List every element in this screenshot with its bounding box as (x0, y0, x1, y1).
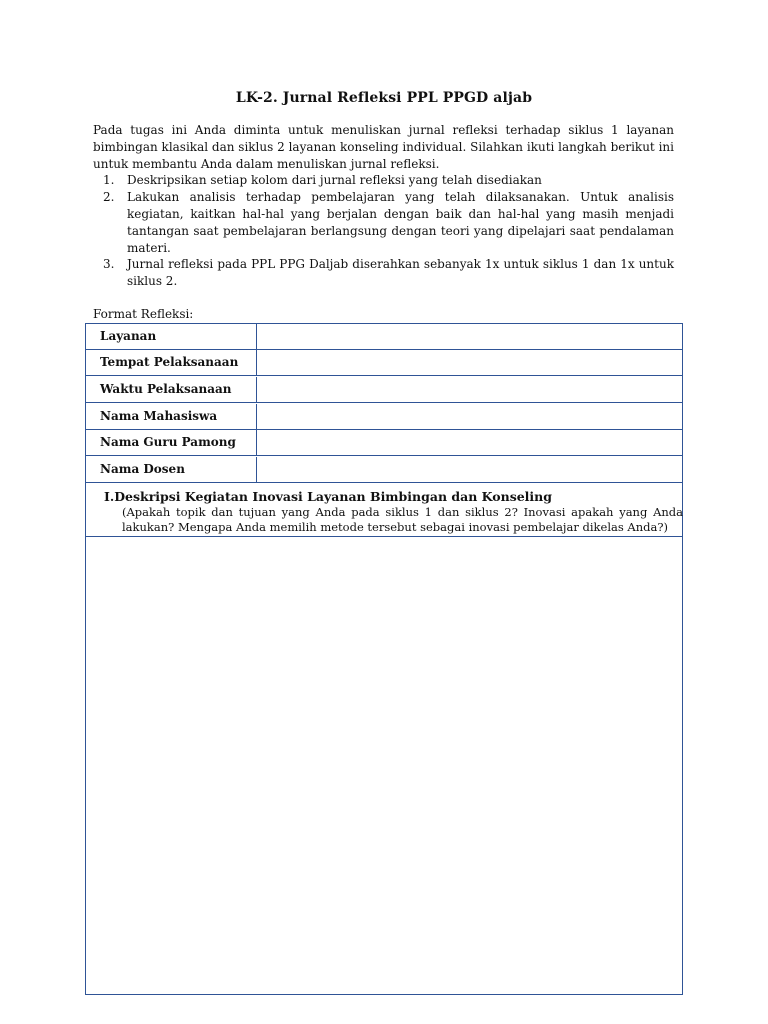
form-field-waktu-pelaksanaan[interactable] (257, 377, 682, 402)
form-label: Nama Mahasiswa (86, 404, 257, 429)
step-text: Deskripsikan setiap kolom dari jurnal refleksi yang telah disediakan (127, 173, 542, 188)
form-field-layanan[interactable] (257, 324, 682, 349)
step-text: Jurnal refleksi pada PPL PPG Daljab diserahkan sebanyak 1x untuk siklus 1 dan 1x untuk siklus 2. (127, 257, 674, 289)
form-field-nama-mahasiswa[interactable] (257, 404, 682, 429)
answer-area[interactable] (86, 537, 682, 994)
form-row-tempat-pelaksanaan (86, 350, 682, 376)
form-row-waktu-pelaksanaan (86, 377, 682, 403)
form-label: Layanan (86, 324, 257, 349)
step-item (93, 189, 674, 256)
page-title: LK-2. Jurnal Refleksi PPL PPGD aljab (235, 90, 533, 106)
form-row-nama-mahasiswa (86, 404, 682, 430)
form-field-nama-guru-pamong[interactable] (257, 430, 682, 455)
form-label: Tempat Pelaksanaan (86, 350, 257, 375)
section-header (86, 483, 682, 537)
form-label: Nama Guru Pamong (86, 430, 257, 455)
step-number: 2. (103, 190, 115, 205)
section-title: I.Deskripsi Kegiatan Inovasi Layanan Bimbingan dan Konseling (104, 489, 553, 504)
step-item (93, 172, 674, 189)
form-label: Waktu Pelaksanaan (86, 377, 257, 402)
format-label: Format Refleksi: (93, 307, 194, 321)
form-label: Nama Dosen (86, 457, 257, 482)
intro-paragraph: Pada tugas ini Anda diminta untuk menuliskan jurnal refleksi terhadap siklus 1 layanan bimbingan klasikal dan siklus 2 layanan konseling individual. Silahkan ikuti langkah berikut ini untuk membantu Anda dalam menuliskan jurnal refleksi. (93, 123, 674, 171)
step-item (93, 256, 674, 290)
step-number: 1. (103, 173, 115, 188)
section-hint: (Apakah topik dan tujuan yang Anda pada siklus 1 dan siklus 2? Inovasi apakah yang Anda lakukan? Mengapa Anda memilih metode tersebut sebagai inovasi pembelajar dikelas Anda?) (122, 505, 683, 534)
step-text: Lakukan analisis terhadap pembelajaran yang telah dilaksanakan. Untuk analisis kegiatan, kaitkan hal-hal yang berjalan dengan baik dan hal-hal yang masih menjadi tantangan saat pembelajaran berlangsung dengan teori yang dipelajari saat pendalaman materi. (127, 190, 674, 255)
form-field-nama-dosen[interactable] (257, 457, 682, 482)
steps-list (93, 172, 674, 290)
form-field-tempat-pelaksanaan[interactable] (257, 350, 682, 375)
form-row-nama-guru-pamong (86, 430, 682, 456)
intro-block (93, 122, 674, 290)
reflection-form (85, 323, 683, 995)
form-row-layanan (86, 324, 682, 350)
form-row-nama-dosen (86, 457, 682, 483)
step-number: 3. (103, 257, 115, 272)
